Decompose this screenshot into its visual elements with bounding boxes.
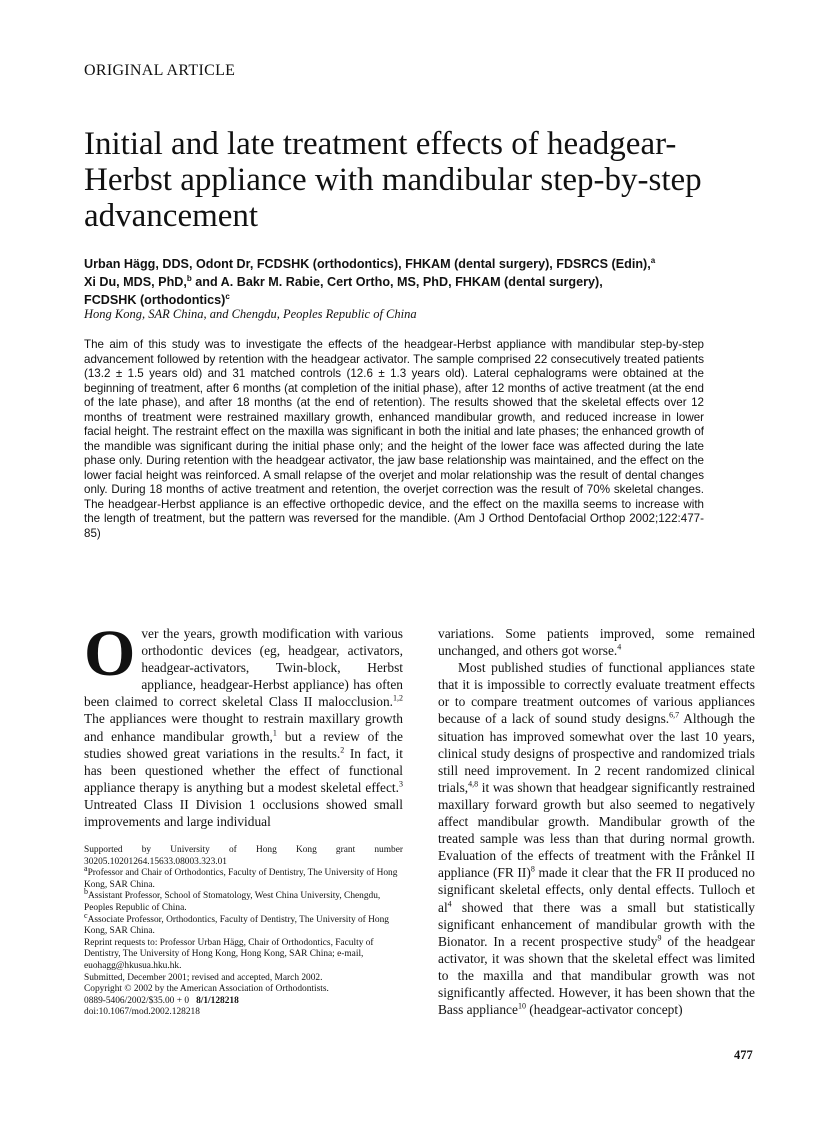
author-list — [84, 255, 764, 309]
body-column-left — [84, 617, 404, 830]
footnote-reprint: Reprint requests to: Professor Urban Hägg, Chair of Orthodontics, Faculty of Dentistry, The University of Hong Kong, Hong Kong, SAR China; e-mail, euohagg@hkusua.hku.hk. — [84, 937, 374, 971]
page-number: 477 — [734, 1048, 753, 1062]
right-paragraph-2: Most published studies of functional appliances state that it is impossible to correctly evaluate treatment effects or to compare treatment outcomes of various appliances because of a lack of sound study designs.$^{6,7}$ Although the situation has improved somewhat over the last 10 years, clinical study designs of prospective and randomized trials still need improvement. In 2 recent randomized clinical trials,$^{4,8}$ it was shown that headgear significantly restrained maxillary forward growth but also seemed to negatively affect mandibular growth. Mandibular growth of the treated sample was less than that during normal growth. Evaluation of the effects of treatment with the Frånkel II appliance (FR II)$^8$ made it clear that the FR II produced no significant skeletal effects, only dental effects. Tulloch et $al^4$ showed that there was a small but statistically significant enhancement of mandibular growth with the Bionator. In a recent prospective study$^9$ of the headgear activator, it was shown that the skeletal effect was limited to the maxilla and that mandibular growth was not significantly affected. However, it has been shown that the Bass appliance$^{10}$ (headgear-activator concept) — [438, 660, 755, 1018]
author-sup-c: c — [225, 291, 230, 301]
abstract: The aim of this study was to investigate the effects of the headgear-Herbst appliance with mandibular step-by-step advancement followed by retention with the headgear activator. The sample comprised 22 consecutively treated patients (13.2 ± 1.5 years old) and 31 matched controls (12.6 ± 1.3 years old). Lateral cephalograms were obtained at the beginning of treatment, after 6 months (at completion of the initial phase), after 12 months of active treatment (at the end of the late phase), and after 18 months (at the end of retention). The results showed that the skeletal effects over 12 months of treatment were restrained maxillary growth, enhanced mandibular growth, and reduced increase in lower facial height. The restraint effect on the maxilla was significant in both the initial and late phases; the enhanced growth of the mandible was significant during the initial phase only; and the height of the lower face was affected during the late phase only. During retention with the headgear activator, the jaw base relationship was maintained, and the effect on the lower facial height was reinforced. A small relapse of the overjet and molar relationship was the result of dental changes only. During 18 months of active treatment and retention, the overjet correction was the result of 70% skeletal changes. The headgear-Herbst appliance is an effective orthopedic device, and the effect on the maxilla seems to increase with the length of treatment, but the pattern was reversed for the mandible. (Am J Orthod Dentofacial Orthop 2002;122:477-85) — [84, 338, 704, 540]
author-line-3: FCDSHK (orthodontics)$^c$ — [84, 291, 230, 307]
footnote-doi: doi:10.1067/mod.2002.128218 — [84, 1007, 200, 1018]
intro-paragraph: Over the years, growth modification with various orthodontic devices (eg, headgear, activators, headgear-activators, Twin-block, Herbst appliance, headgear-Herbst appliance) has often been claimed to correct skeletal Class II malocclusion.$^{1,2}$ The appliances were thought to restrain maxillary growth and enhance mandibular growth,$^1$ but a review of the studies showed great variations in the results.$^2$ In fact, it has been questioned whether the effect of functional appliance therapy is anything but a modest skeletal effect.$^3$ Untreated Class II Division 1 occlusions showed small improvements and large individual — [84, 617, 404, 830]
author-line-1: Urban Hägg, DDS, Odont Dr, FCDSHK (orthodontics), FHKAM (dental surgery), FDSRCS (Edin),$^a$ — [84, 255, 656, 271]
author-sup-b: b — [186, 273, 192, 283]
footnote-c: $^c$Associate Professor, Orthodontics, Faculty of Dentistry, The University of Hong Kong, SAR China. — [84, 910, 389, 937]
author-line-2: Xi Du, MDS, PhD,$^b$ and A. Bakr M. Rabie, Cert Ortho, MS, PhD, FHKAM (dental surgery), — [84, 273, 603, 289]
author-sup-a: a — [650, 255, 656, 265]
footnote-issn: 0889-5406/2002/$35.00 + 0 8/1/128218 — [84, 995, 239, 1006]
right-paragraph-1: variations. Some patients improved, some remained unchanged, and others got worse.$^4$ — [438, 626, 755, 659]
footnote-submitted: Submitted, December 2001; revised and accepted, March 2002. — [84, 972, 323, 983]
affiliation: Hong Kong, SAR China, and Chengdu, Peoples Republic of China — [84, 307, 417, 321]
body-column-right — [438, 625, 755, 1018]
footnotes — [84, 845, 403, 1019]
footnote-b: $^b$Assistant Professor, School of Stomatology, West China University, Chengdu, Peoples Republic of China. — [84, 887, 381, 913]
drop-cap: O — [84, 617, 136, 690]
footnote-support: Supported by University of Hong Kong grant number 30205.10201264.15633.08003.323.01 — [84, 845, 403, 867]
footnote-copyright: Copyright © 2002 by the American Association of Orthodontists. — [84, 984, 329, 995]
section-label: ORIGINAL ARTICLE — [84, 62, 236, 79]
footnote-a: $^a$Professor and Chair of Orthodontics, Faculty of Dentistry, The University of Hong Kong, SAR China. — [84, 864, 398, 890]
article-title: Initial and late treatment effects of headgear-Herbst appliance with mandibular step-by-step advancement — [84, 126, 702, 234]
